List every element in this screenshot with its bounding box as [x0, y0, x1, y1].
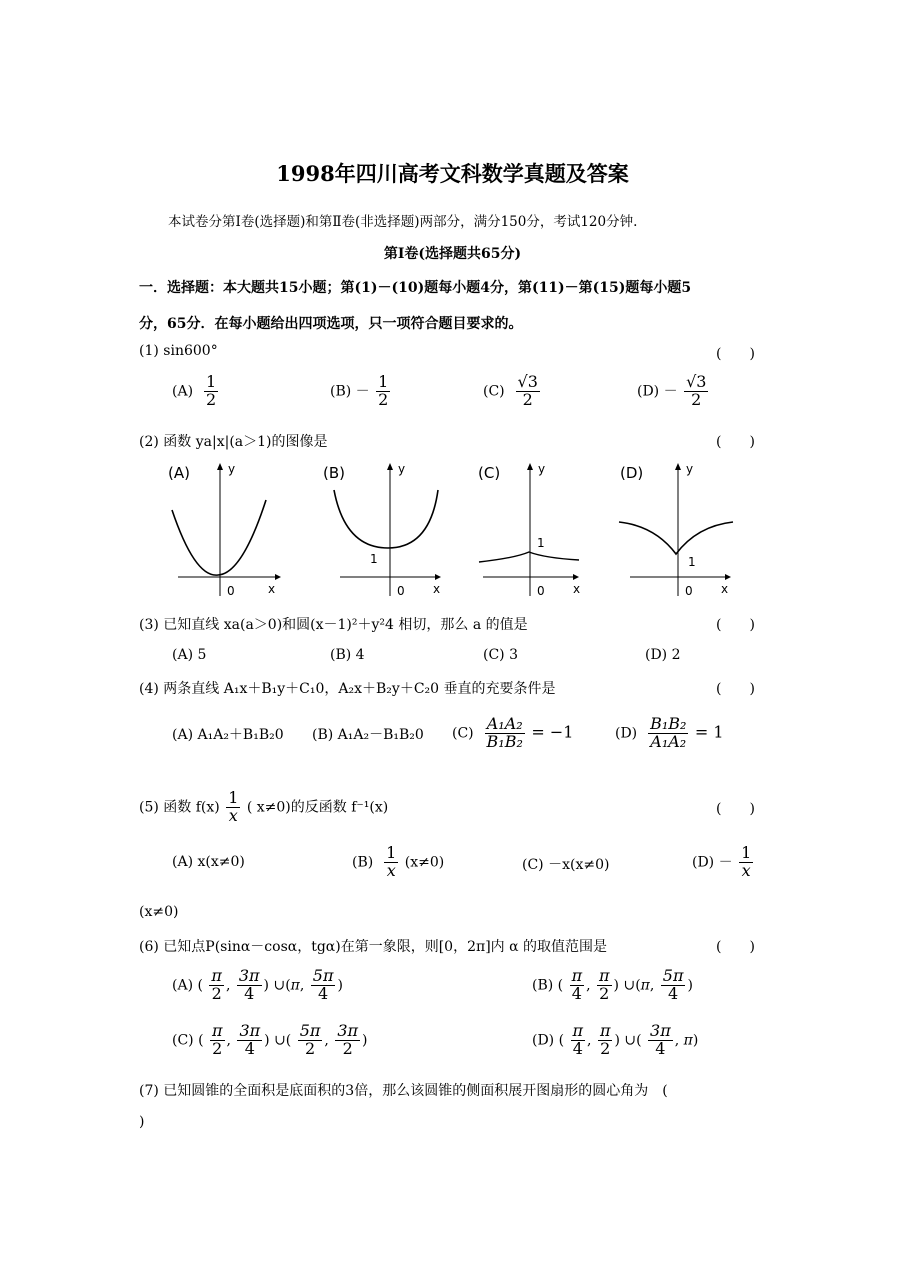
question-4: (4) 两条直线 A₁x＋B₁y＋C₁0，A₂x＋B₂y＋C₂0 垂直的充要条件是	[139, 681, 556, 697]
question-stem: 函数 ya|x|(a＞1)的图像是	[163, 434, 328, 450]
question-number: (1)	[139, 343, 159, 359]
q5-option-d-continuation: (x≠0)	[139, 904, 179, 920]
question-stem: 已知圆锥的全面积是底面积的3倍，那么该圆锥的侧面积展开图扇形的圆心角为 (	[163, 1083, 668, 1099]
svg-text:x: x	[573, 582, 581, 596]
question-stem: sin600°	[163, 343, 218, 359]
question-stem: 已知点P(sinα－cosα，tgα)在第一象限，则[0，2π]内 α 的取值范围是	[163, 939, 608, 955]
question-stem: 已知直线 xa(a＞0)和圆(x－1)²＋y²4 相切，那么 a 的值是	[163, 617, 528, 633]
svg-text:0: 0	[227, 584, 235, 598]
part-heading: 第Ⅰ卷(选择题共65分)	[383, 246, 522, 262]
q4-option-d: (D) $\frac{\text{B₁B₂}}{\text{A₁A₂}}$ = 1	[615, 714, 724, 751]
svg-text:y: y	[538, 462, 546, 476]
svg-text:(C): (C)	[478, 464, 501, 482]
q4-option-a: (A) A₁A₂＋B₁B₂0	[172, 727, 284, 743]
answer-blank: ( )	[716, 939, 755, 955]
page-title: 1998年四川高考文科数学真题及答案	[276, 161, 629, 186]
svg-text:0: 0	[685, 584, 693, 598]
question-7-close: )	[139, 1114, 145, 1130]
q5-option-d: (D) － $\frac{1}{x}$	[692, 843, 752, 880]
q5-option-b: (B) $\frac{1}{x}$ (x≠0)	[352, 843, 445, 880]
question-6: (6) 已知点P(sinα－cosα，tgα)在第一象限，则[0，2π]内 α 的取值范围是	[139, 939, 608, 955]
q6-option-c: (C) ( $\frac{\pi}{2}$ , $\frac{3\pi}{4}$ ) ∪( $\frac{5\pi}{2}$ , $\frac{3\pi}{2}$ )	[172, 1021, 368, 1058]
svg-text:1: 1	[370, 552, 378, 566]
svg-text:(A): (A)	[168, 464, 190, 482]
q3-option-a: (A) 5	[172, 647, 207, 663]
q1-option-a: (A) $\frac{1}{2}$	[172, 372, 217, 409]
svg-text:(B): (B)	[323, 464, 345, 482]
q2-graphs	[160, 458, 750, 600]
q1-option-b: (B) － $\frac{1}{2}$	[330, 372, 389, 409]
q3-option-b: (B) 4	[330, 647, 365, 663]
svg-text:1: 1	[537, 536, 545, 550]
graph-b	[323, 462, 441, 598]
question-1	[139, 343, 218, 359]
svg-text:x: x	[721, 582, 729, 596]
question-7: (7) 已知圆锥的全面积是底面积的3倍，那么该圆锥的侧面积展开图扇形的圆心角为 (	[139, 1083, 668, 1099]
q4-option-c: (C) $\frac{\text{A₁A₂}}{\text{B₁B₂}}$ = −1	[452, 714, 574, 751]
question-stem: 两条直线 A₁x＋B₁y＋C₁0，A₂x＋B₂y＋C₂0 垂直的充要条件是	[163, 681, 556, 697]
svg-text:1: 1	[688, 555, 696, 569]
svg-text:y: y	[228, 462, 236, 476]
q6-option-b: (B) ( $\frac{\pi}{4}$ , $\frac{\pi}{2}$ ) ∪(π, $\frac{5\pi}{4}$ )	[532, 966, 693, 1003]
answer-blank: ( )	[716, 434, 755, 450]
q6-option-a: (A) ( $\frac{\pi}{2}$ , $\frac{3\pi}{4}$ ) ∪(π, $\frac{5\pi}{4}$ )	[172, 966, 343, 1003]
answer-blank: ( )	[716, 681, 755, 697]
svg-text:x: x	[268, 582, 276, 596]
svg-text:y: y	[686, 462, 694, 476]
svg-text:0: 0	[537, 584, 545, 598]
graph-a	[168, 462, 281, 598]
svg-text:x: x	[433, 582, 441, 596]
graph-d	[619, 462, 733, 598]
q1-option-d: (D) － $\frac{√3}{2}$	[637, 372, 707, 409]
graph-c	[478, 462, 580, 598]
q4-option-b: (B) A₁A₂－B₁B₂0	[312, 727, 424, 743]
answer-blank: ( )	[716, 346, 755, 362]
section-instructions-1: 一．选择题：本大题共15小题；第(1)－(10)题每小题4分，第(11)－第(15)题每小题5	[139, 280, 692, 296]
q6-option-d: (D) ( $\frac{\pi}{4}$ , $\frac{\pi}{2}$ ) ∪( $\frac{3\pi}{4}$ , π)	[532, 1021, 699, 1058]
question-2: (2) 函数 ya|x|(a＞1)的图像是	[139, 434, 328, 450]
q5-option-a: (A) x(x≠0)	[172, 854, 245, 870]
q5-option-c: (C) －x(x≠0)	[522, 857, 610, 873]
q3-option-d: (D) 2	[645, 647, 681, 663]
svg-text:(D): (D)	[620, 464, 644, 482]
intro-text: 本试卷分第Ⅰ卷(选择题)和第Ⅱ卷(非选择题)两部分，满分150分，考试120分钟.	[168, 214, 638, 230]
q3-option-c: (C) 3	[483, 647, 518, 663]
question-3: (3) 已知直线 xa(a＞0)和圆(x－1)²＋y²4 相切，那么 a 的值是	[139, 617, 528, 633]
svg-text:y: y	[398, 462, 406, 476]
section-instructions-2: 分，65分．在每小题给出四项选项，只一项符合题目要求的。	[139, 316, 523, 332]
answer-blank: ( )	[716, 801, 755, 817]
q1-option-c: (C) $\frac{√3}{2}$	[483, 372, 538, 409]
question-5: (5) 函数 f(x) $\frac{1}{x}$ ( x≠0)的反函数 f⁻¹(x)	[139, 788, 389, 825]
answer-blank: ( )	[716, 617, 755, 633]
svg-text:0: 0	[397, 584, 405, 598]
